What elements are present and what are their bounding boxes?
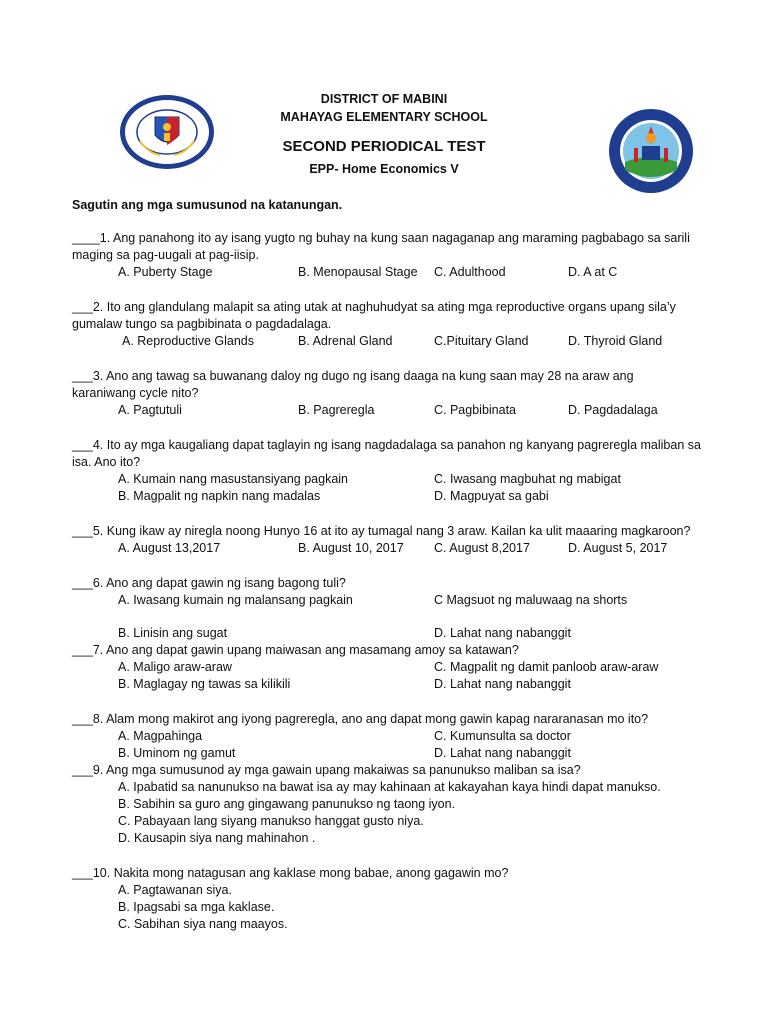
document-header — [0, 90, 768, 178]
choice-c: C Magsuot ng maluwaag na shorts — [434, 593, 628, 607]
choice-c: C. Adulthood — [434, 265, 506, 279]
choice-b: B. Sabihin sa guro ang gingawang panunukso ng taong iyon. — [118, 797, 456, 811]
choice-c: C. Sabihan siya nang maayos. — [118, 917, 288, 931]
question-list — [72, 230, 702, 933]
question-text: ___3. Ano ang tawag sa buwanang daloy ng dugo ng isang daaga na kung saan may 28 na araw ang — [72, 369, 634, 383]
choice-b: B. Ipagsabi sa mga kaklase. — [118, 900, 275, 914]
question-text: isa. Ano ito? — [72, 455, 141, 469]
choice-b: B. Uminom ng gamut — [118, 746, 236, 760]
choice-d: D. A at C — [568, 265, 618, 279]
choice-a: A. Pagtawanan siya. — [118, 883, 232, 897]
choice-b: B. Maglagay ng tawas sa kilikili — [118, 677, 291, 691]
test-title: SECOND PERIODICAL TEST — [282, 138, 486, 155]
question-text: ___4. Ito ay mga kaugaliang dapat taglayin ng isang nagdadalaga sa panahon ng kanyang pagreregla maliban sa — [72, 438, 701, 452]
choice-a: A. Kumain nang masustansiyang pagkain — [118, 472, 349, 486]
choice-d: D. Lahat nang nabanggit — [434, 677, 571, 691]
question-8 — [72, 711, 702, 762]
question-text: gumalaw tungo sa pagbibinata o pagdadalaga. — [72, 317, 332, 331]
choice-c: C. August 8,2017 — [434, 541, 530, 555]
question-text: karaniwang cycle nito? — [72, 386, 199, 400]
choice-b: B. Pagreregla — [298, 403, 375, 417]
choice-c: C. Magpalit ng damit panloob araw-araw — [434, 660, 659, 674]
question-1 — [72, 230, 702, 281]
question-text: ___7. Ano ang dapat gawin upang maiwasan ang masamang amoy sa katawan? — [72, 643, 519, 657]
choice-a: A. Puberty Stage — [118, 265, 213, 279]
choice-b: B. Magpalit ng napkin nang madalas — [118, 489, 321, 503]
choice-c: C. Pabayaan lang siyang manukso hanggat gusto niya. — [118, 814, 424, 828]
choice-b: B. August 10, 2017 — [298, 541, 404, 555]
choice-a: A. Reproductive Glands — [122, 334, 255, 348]
question-text: ____1. Ang panahong ito ay isang yugto ng buhay na kung saan nagaganap ang maraming pagbabago sa sarili — [72, 231, 690, 245]
question-text: ___2. Ito ang glandulang malapit sa ating utak at naghuhudyat sa ating mga reproductive organs upang sila’y — [72, 300, 676, 314]
choice-a: A. Magpahinga — [118, 729, 203, 743]
choice-d: D. Kausapin siya nang mahinahon . — [118, 831, 316, 845]
choice-a: A. Maligo araw-araw — [118, 660, 232, 674]
choice-d: D. Lahat nang nabanggit — [434, 626, 571, 640]
question-5 — [72, 523, 702, 557]
choice-c: C.Pituitary Gland — [434, 334, 529, 348]
choice-d: D. Lahat nang nabanggit — [434, 746, 571, 760]
choice-d: D. Thyroid Gland — [568, 334, 663, 348]
question-10 — [72, 865, 702, 933]
question-7 — [72, 642, 702, 693]
choice-a: A. Ipabatid sa nanunukso na bawat isa ay may kahinaan at kakayahan kaya hindi dapat manukso. — [118, 780, 661, 794]
question-6 — [72, 575, 702, 642]
district-name: DISTRICT OF MABINI — [320, 92, 448, 106]
question-text: ___8. Alam mong makirot ang iyong pagreregla, ano ang dapat mong gawin kapag nararanasan mo ito? — [72, 712, 649, 726]
choice-b: B. Linisin ang sugat — [118, 626, 228, 640]
choice-d: D. Magpuyat sa gabi — [434, 489, 549, 503]
question-text: ___5. Kung ikaw ay niregla noong Hunyo 16 at ito ay tumagal nang 3 araw. Kailan ka ulit maaaring magkaroon? — [72, 524, 691, 538]
question-text: maging sa pag-uugali at pag-iisip. — [72, 248, 259, 262]
question-2 — [72, 299, 702, 350]
choice-a: A. Iwasang kumain ng malansang pagkain — [118, 593, 353, 607]
test-subject: EPP- Home Economics V — [309, 162, 459, 176]
choice-b: B. Adrenal Gland — [298, 334, 393, 348]
choice-a: A. Pagtutuli — [118, 403, 182, 417]
question-3 — [72, 368, 702, 419]
choice-d: D. Pagdadalaga — [568, 403, 658, 417]
question-text: ___6. Ano ang dapat gawin ng isang bagong tuli? — [72, 576, 346, 590]
choice-c: C. Iwasang magbuhat ng mabigat — [434, 472, 621, 486]
choice-c: C. Pagbibinata — [434, 403, 517, 417]
question-text: ___10. Nakita mong natagusan ang kaklase mong babae, anong gagawin mo? — [72, 866, 509, 880]
instructions: Sagutin ang mga sumusunod na katanungan. — [72, 198, 343, 212]
school-name: MAHAYAG ELEMENTARY SCHOOL — [280, 110, 488, 124]
choice-a: A. August 13,2017 — [118, 541, 221, 555]
question-4 — [72, 437, 702, 505]
choice-b: B. Menopausal Stage — [298, 265, 418, 279]
choice-d: D. August 5, 2017 — [568, 541, 668, 555]
question-9 — [72, 762, 702, 847]
choice-c: C. Kumunsulta sa doctor — [434, 729, 571, 743]
question-text: ___9. Ang mga sumusunod ay mga gawain upang makaiwas sa panunukso maliban sa isa? — [72, 763, 581, 777]
